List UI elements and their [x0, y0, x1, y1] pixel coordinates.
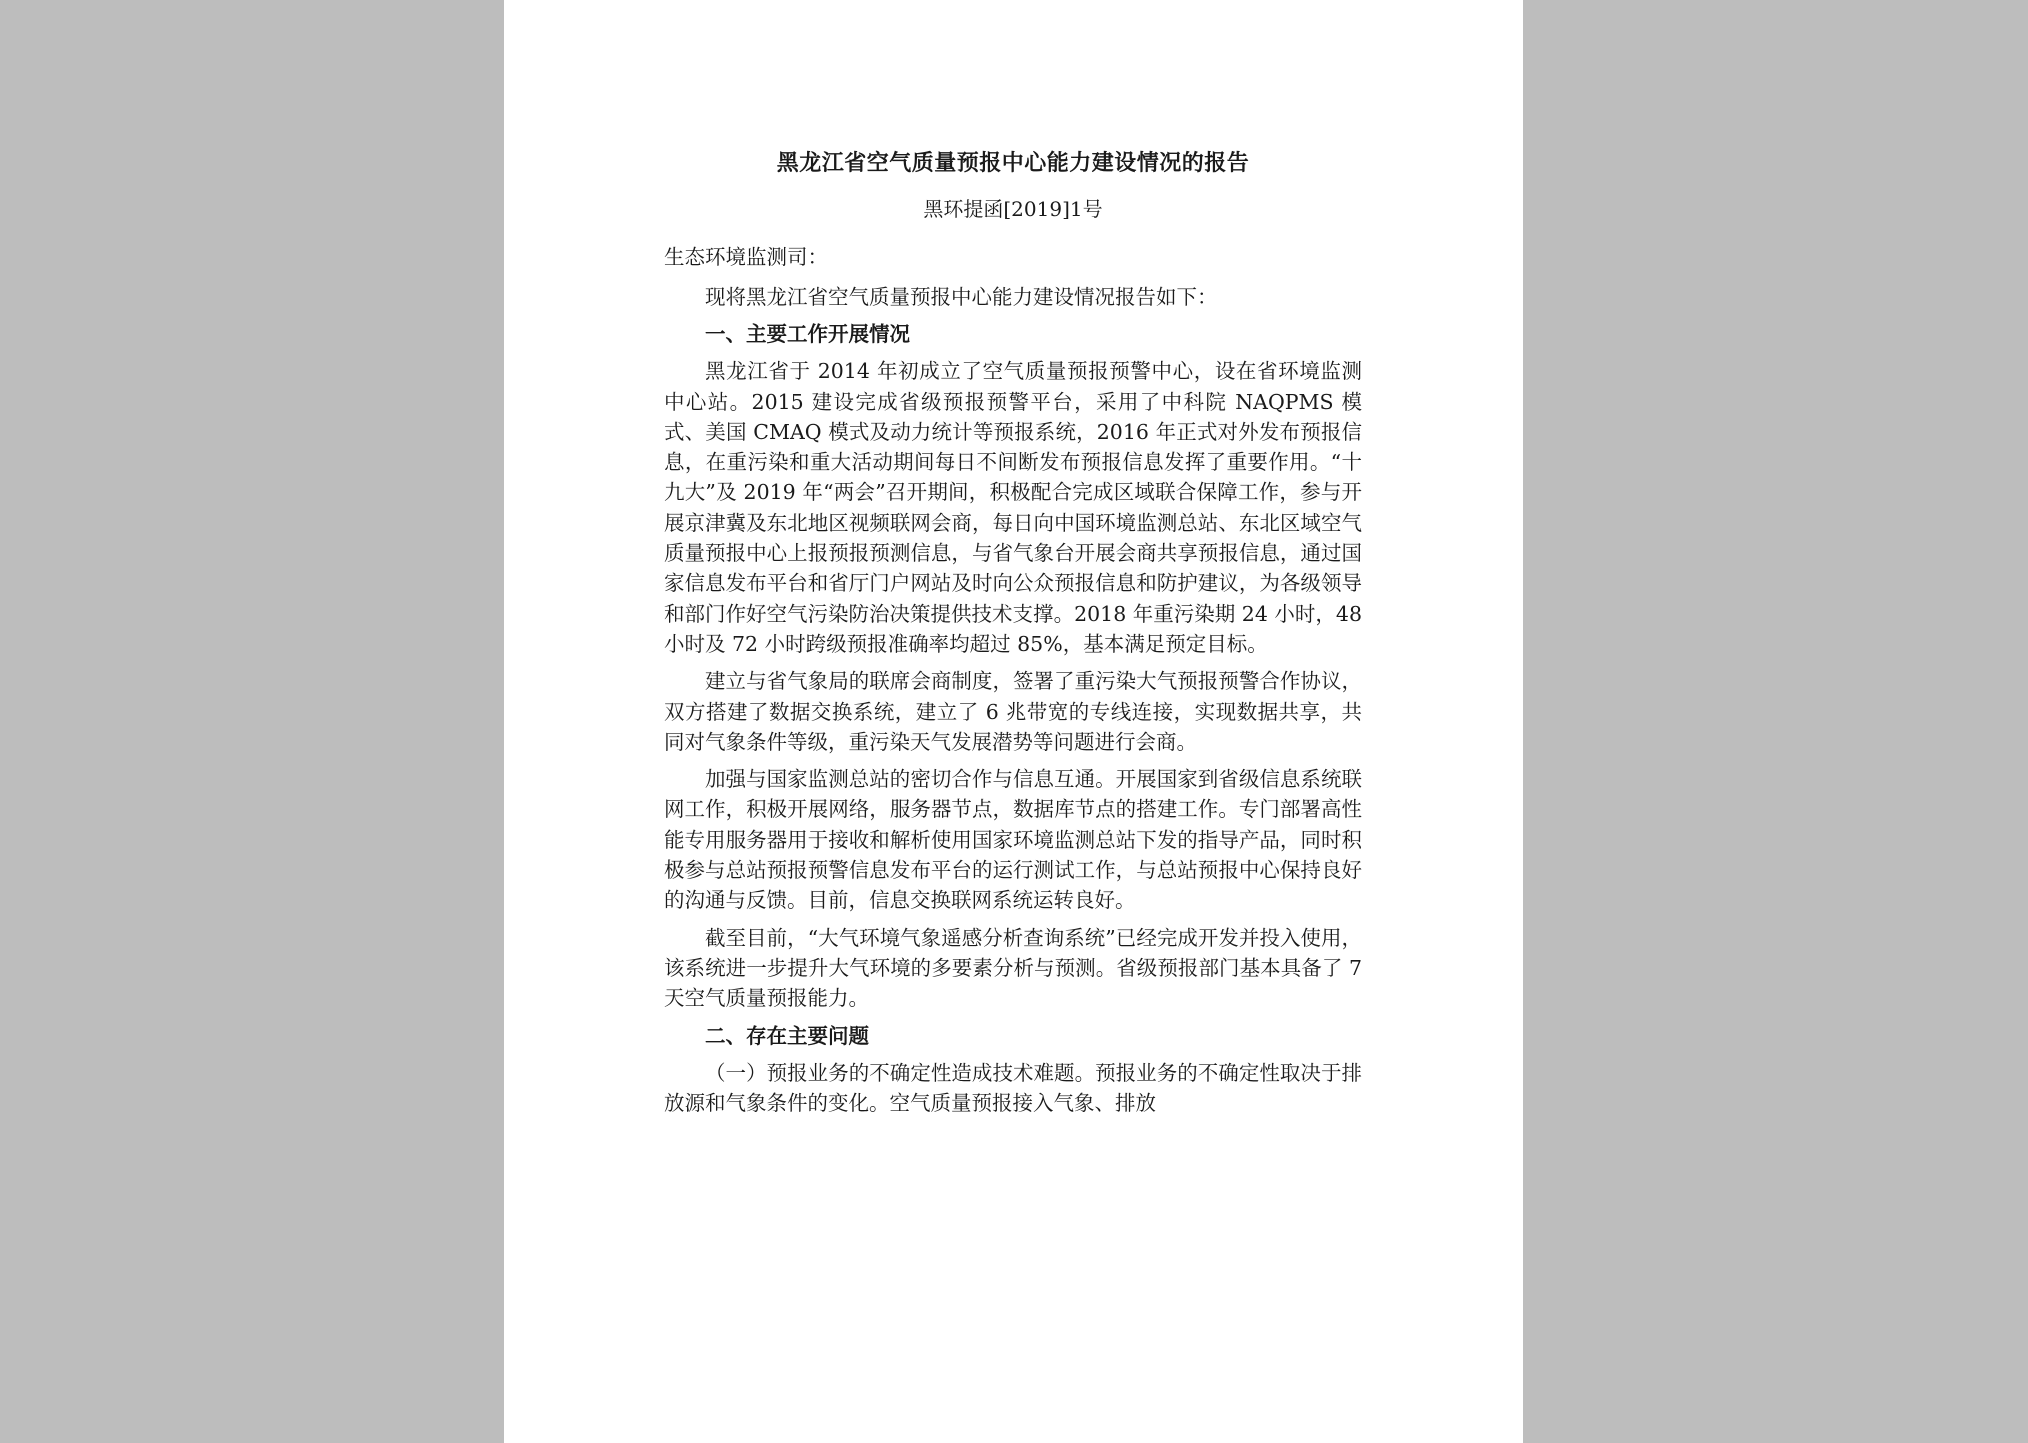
paragraph: 截至目前，“大气环境气象遥感分析查询系统”已经完成开发并投入使用，该系统进一步提升大气环境的多要素分析与预测。省级预报部门基本具备了 7 天空气质量预报能力。	[664, 925, 1362, 1011]
document-page	[504, 0, 1523, 1443]
document-number: 黑环提函[2019]1号	[923, 197, 1103, 221]
document-title: 黑龙江省空气质量预报中心能力建设情况的报告	[776, 151, 1250, 176]
paragraph: 黑龙江省于 2014 年初成立了空气质量预报预警中心，设在省环境监测中心站。2015 建设完成省级预报预警平台，采用了中科院 NAQPMS 模式、美国 CMAQ 模式及动力统计等预报系统，2016 年正式对外发布预报信息，在重污染和重大活动期间每日不间断发布预报信息发挥了重要作用。“十九大”及 2019 年“两会”召开期间，积极配合完成区域联合保障工作，参与开展京津冀及东北地区视频联网会商，每日向中国环境监测总站、东北区域空气质量预报中心上报预报预测信息，与省气象台开展会商共享预报信息，通过国家信息发布平台和省厅门户网站及时向公众预报信息和防护建议，为各级领导和部门作好空气污染防治决策提供技术支撑。2018 年重污染期 24 小时，48 小时及 72 小时跨级预报准确率均超过 85%，基本满足预定目标。	[664, 359, 1362, 656]
salutation: 生态环境监测司：	[664, 245, 828, 269]
paragraph: 建立与省气象局的联席会商制度，签署了重污染大气预报预警合作协议，双方搭建了数据交换系统，建立了 6 兆带宽的专线连接，实现数据共享，共同对气象条件等级，重污染天气发展潜势等问题进行会商。	[664, 669, 1362, 754]
section-heading-1: 一、主要工作开展情况	[705, 322, 910, 347]
document-body	[664, 148, 1362, 1125]
section-heading-2: 二、存在主要问题	[705, 1023, 869, 1048]
intro-paragraph: 现将黑龙江省空气质量预报中心能力建设情况报告如下：	[705, 285, 1218, 309]
paragraph: 加强与国家监测总站的密切合作与信息互通。开展国家到省级信息系统联网工作，积极开展网络，服务器节点，数据库节点的搭建工作。专门部署高性能专用服务器用于接收和解析使用国家环境监测总站下发的指导产品，同时积极参与总站预报预警信息发布平台的运行测试工作，与总站预报中心保持良好的沟通与反馈。目前，信息交换联网系统运转良好。	[664, 767, 1362, 913]
paragraph: （一）预报业务的不确定性造成技术难题。预报业务的不确定性取决于排放源和气象条件的变化。空气质量预报接入气象、排放	[664, 1060, 1362, 1115]
